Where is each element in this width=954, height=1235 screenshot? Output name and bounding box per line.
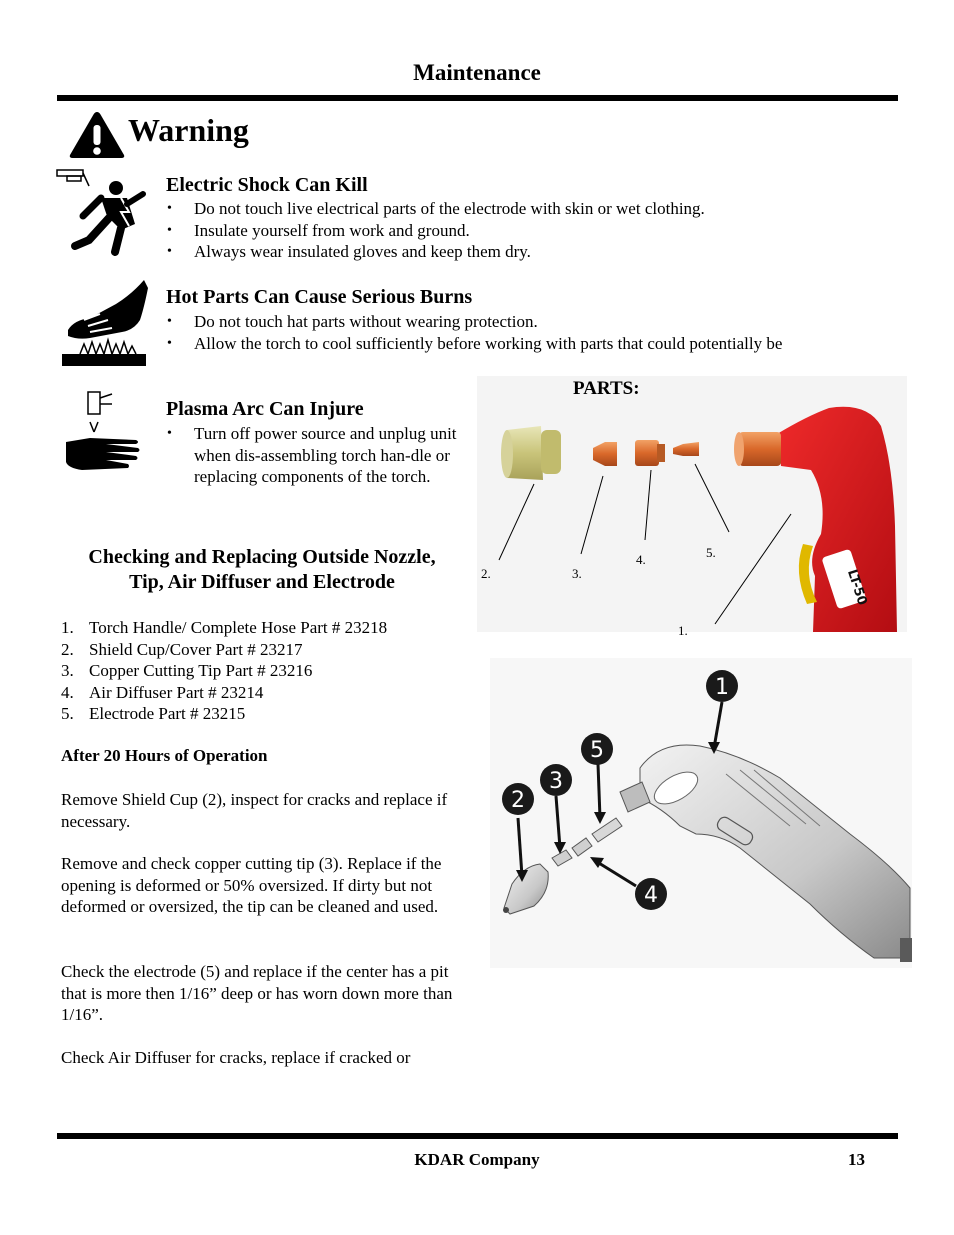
procedure-heading-line2: Tip, Air Diffuser and Electrode [129, 571, 395, 593]
paragraph-air-diffuser: Check Air Diffuser for cracks, replace if cracked or [61, 1048, 411, 1067]
list-item: • Allow the torch to cool sufficiently before working with parts that could potentially be [166, 333, 906, 355]
hazard-bullets-plasma-arc [166, 423, 466, 488]
warning-triangle-icon [68, 110, 126, 160]
hot-parts-burn-icon [60, 278, 150, 368]
hazard-heading-electric-shock: Electric Shock Can Kill [166, 174, 368, 196]
torch-model-label: LT-50 [843, 567, 870, 608]
badge-1 [706, 670, 738, 702]
hazard-heading-plasma-arc: Plasma Arc Can Injure [166, 398, 364, 420]
section-title: Maintenance [413, 60, 541, 85]
badge-2 [502, 783, 534, 815]
interval-heading: After 20 Hours of Operation [61, 746, 268, 765]
part-label-2: 2. [481, 566, 491, 581]
page-number: 13 [848, 1150, 865, 1169]
footer-rule [57, 1133, 898, 1139]
electric-shock-icon [55, 168, 147, 256]
list-item: 5. Electrode Part # 23215 [61, 704, 246, 723]
paragraph-cutting-tip: Remove and check copper cutting tip (3). Replace if the opening is deformed or 50% oversized. If dirty but not deformed or oversized, the tip can be cleaned and used. [61, 854, 442, 917]
parts-list [61, 617, 471, 725]
svg-text:2: 2 [511, 788, 525, 813]
list-item: 1. Torch Handle/ Complete Hose Part # 23218 [61, 618, 388, 637]
footer-company: KDAR Company [414, 1150, 540, 1169]
hazard-bullets-hot-parts [166, 311, 906, 354]
list-item: 3. Copper Cutting Tip Part # 23216 [61, 661, 313, 680]
hazard-heading-hot-parts: Hot Parts Can Cause Serious Burns [166, 286, 473, 308]
badge-5 [581, 733, 613, 765]
list-item: 4. Air Diffuser Part # 23214 [61, 682, 264, 702]
list-item: • Turn off power source and unplug unit when dis-assembling torch han-dle or replacing components of the torch. [166, 423, 466, 488]
svg-text:4: 4 [644, 883, 658, 908]
part-label-5: 5. [706, 545, 716, 560]
svg-text:5: 5 [590, 738, 604, 763]
paragraph-shield-cup: Remove Shield Cup (2), inspect for cracks and replace if necessary. [61, 790, 448, 831]
parts-photo [477, 376, 907, 632]
hazard-bullets-electric-shock [166, 198, 906, 263]
procedure-heading [61, 545, 463, 595]
paragraph-electrode: Check the electrode (5) and replace if the center has a pit that is more then 1/16” deep or has worn down more than 1/16”. [61, 962, 453, 1025]
part-label-1: 1. [678, 623, 688, 638]
list-item: • Insulate yourself from work and ground. [166, 220, 906, 242]
list-item: • Always wear insulated gloves and keep them dry. [166, 241, 906, 263]
svg-text:1: 1 [715, 675, 729, 700]
plasma-arc-icon [62, 390, 142, 474]
svg-text:3: 3 [549, 769, 563, 794]
list-item: • Do not touch hat parts without wearing protection. [166, 311, 906, 333]
warning-title: Warning [128, 112, 249, 148]
procedure-heading-line1: Checking and Replacing Outside Nozzle, [88, 546, 436, 568]
torch-exploded-diagram [490, 658, 912, 968]
badge-4 [635, 878, 667, 910]
list-item: 2. Shield Cup/Cover Part # 23217 [61, 639, 303, 659]
list-item: • Do not touch live electrical parts of the electrode with skin or wet clothing. [166, 198, 906, 220]
part-label-4: 4. [636, 552, 646, 567]
header-rule [57, 95, 898, 101]
badge-3 [540, 764, 572, 796]
parts-heading: PARTS: [573, 378, 640, 399]
part-label-3: 3. [572, 566, 582, 581]
